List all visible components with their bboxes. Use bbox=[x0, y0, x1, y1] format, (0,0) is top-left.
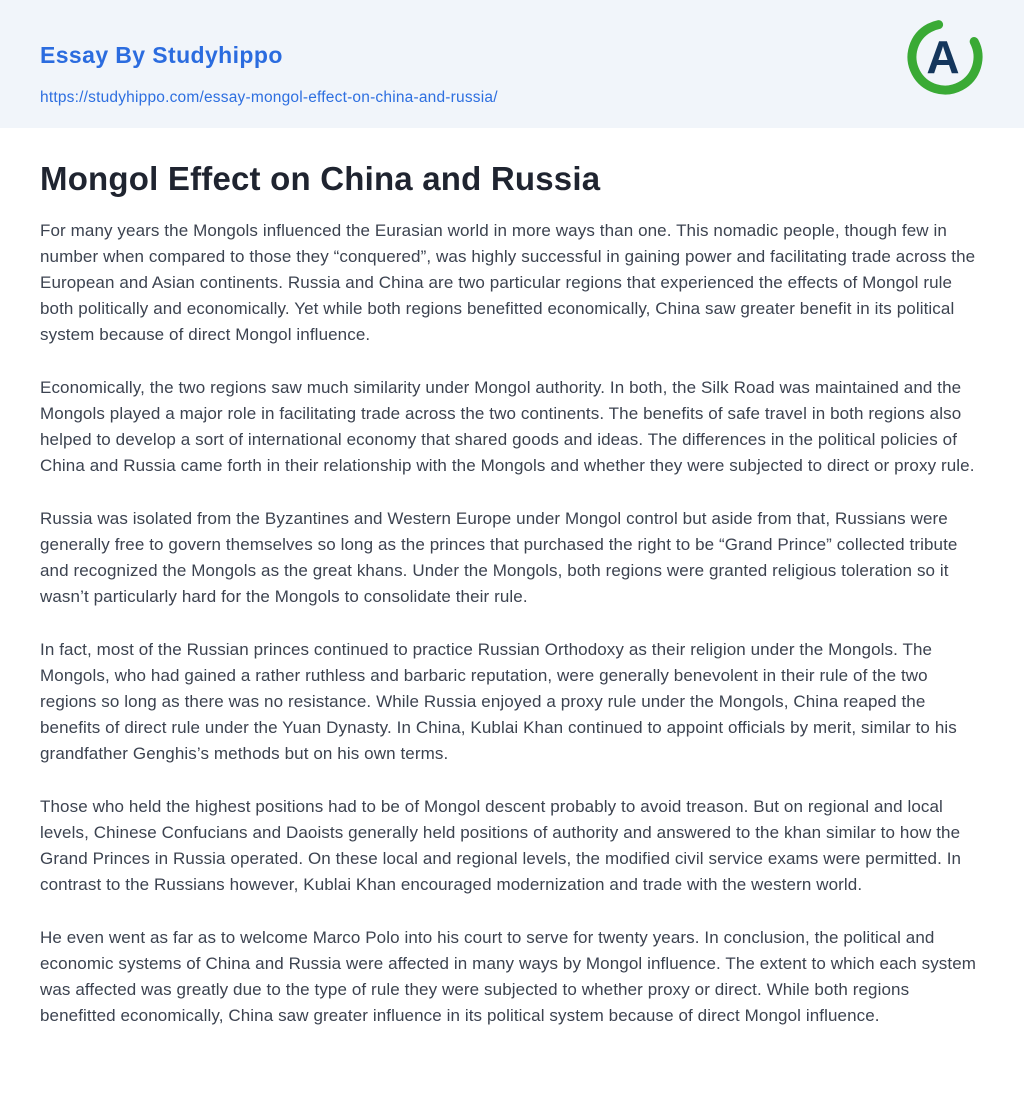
essay-paragraph: In fact, most of the Russian princes continued to practice Russian Orthodoxy as their religion under the Mongols. The Mongols, who had gained a rather ruthless and barbaric reputation, were generally benevolent in their rule of the two regions so long as there was no resistance. While Russia enjoyed a proxy rule under the Mongols, China reaped the benefits of direct rule under the Yuan Dynasty. In China, Kublai Khan continued to appoint officials by merit, similar to his grandfather Genghis’s methods but on his own terms. bbox=[40, 640, 957, 763]
article-content bbox=[0, 128, 1024, 1116]
essay-paragraph: Those who held the highest positions had to be of Mongol descent probably to avoid treason. But on regional and local levels, Chinese Confucians and Daoists generally held positions of authority and answered to the khan similar to how the Grand Princes in Russia operated. On these local and regional levels, the modified civil service exams were permitted. In contrast to the Russians however, Kublai Khan encouraged modernization and trade with the western world. bbox=[40, 797, 962, 894]
studyhippo-logo-icon bbox=[904, 16, 986, 98]
essay-paragraph: For many years the Mongols influenced the Eurasian world in more ways than one. This nomadic people, though few in number when compared to those they “conquered”, was highly successful in gaining power and facilitating trade across the European and Asian continents. Russia and China are two particular regions that experienced the effects of Mongol rule both politically and economically. Yet while both regions benefitted economically, China saw greater benefit in its political system because of direct Mongol influence. bbox=[40, 221, 976, 344]
logo-letter: A bbox=[926, 31, 960, 83]
essay-paragraph: Economically, the two regions saw much similarity under Mongol authority. In both, the Silk Road was maintained and the Mongols played a major role in facilitating trade across the two continents. The benefits of safe travel in both regions also helped to develop a sort of international economy that shared goods and ideas. The differences in the political policies of China and Russia came forth in their relationship with the Mongols and whether they were subjected to direct or proxy rule. bbox=[40, 378, 975, 475]
essay-paragraph: He even went as far as to welcome Marco Polo into his court to serve for twenty years. In conclusion, the political and economic systems of China and Russia were affected in many ways by Mongol influence. The extent to which each system was affected was greatly due to the type of rule they were subjected to whether proxy or direct. While both regions benefitted economically, China saw greater influence in its political system because of direct Mongol influence. bbox=[40, 928, 977, 1025]
page-header bbox=[0, 0, 1024, 128]
page-url-link[interactable]: https://studyhippo.com/essay-mongol-effect-on-china-and-russia/ bbox=[40, 89, 498, 106]
article-title: Mongol Effect on China and Russia bbox=[40, 160, 601, 197]
essay-paragraph: Russia was isolated from the Byzantines and Western Europe under Mongol control but aside from that, Russians were generally free to govern themselves so long as the princes that purchased the right to be “Grand Prince” collected tribute and recognized the Mongols as the great khans. Under the Mongols, both regions were granted religious toleration so it wasn’t particularly hard for the Mongols to consolidate their rule. bbox=[40, 509, 958, 606]
essay-body bbox=[40, 218, 984, 1029]
site-title-link[interactable]: Essay By Studyhippo bbox=[40, 42, 283, 68]
studyhippo-logo[interactable] bbox=[904, 16, 986, 98]
